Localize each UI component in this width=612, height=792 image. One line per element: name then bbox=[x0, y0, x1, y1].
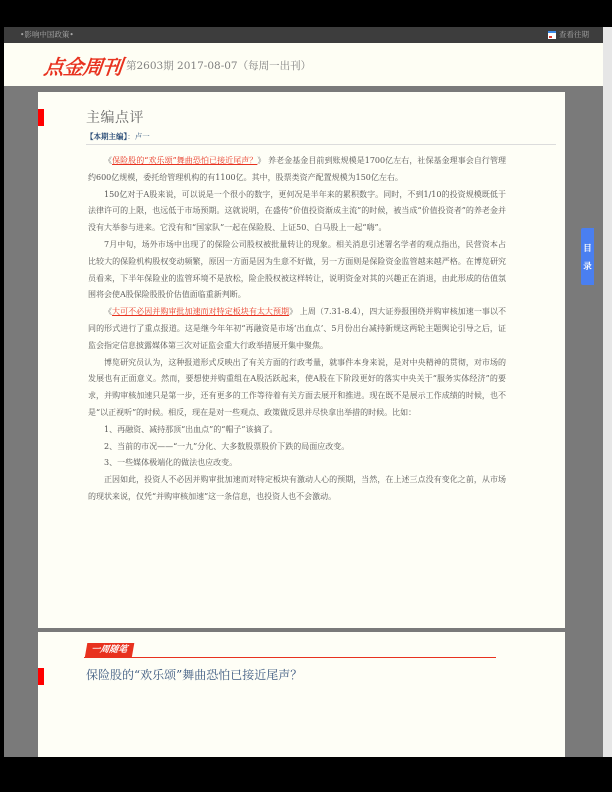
scrollbar-track[interactable] bbox=[603, 27, 612, 757]
masthead bbox=[4, 43, 603, 86]
editor-label: 【本期主编】 bbox=[86, 132, 128, 141]
editor-credit bbox=[86, 131, 150, 142]
article-link-mergers[interactable]: 大可不必因并购审批加速而对特定板块有太大预期 bbox=[112, 307, 290, 317]
view-archive-link[interactable] bbox=[548, 30, 589, 40]
paragraph: 150亿对于A股来说，可以说是一个很小的数字，更何况是半年来的累积数字。同时，不到1/10的投资规模既低于法律许可的上限，也远低于市场预期。这就说明，在盛传“价值投资渐成主流”的时候，被当成“价值投资者”的养老金并没有大举参与进来。它没有和“国家队”一起在保险股、上证50、白马股上一起“嗨”。 bbox=[88, 189, 506, 233]
tagline: •影响中国政策• bbox=[20, 30, 74, 39]
list-item: 3、一些媒体极端化的做法也应改变。 bbox=[104, 458, 238, 468]
article-link-insurance[interactable]: 保险股的“欢乐颂”舞曲恐怕已接近尾声？ bbox=[112, 156, 258, 165]
paragraph bbox=[88, 153, 506, 187]
editor-separator: ： bbox=[127, 132, 135, 141]
paragraph-text: 养老金基金目前到账规模是1700亿左右，社保基金理事会自行管理约600亿规模，委托给管理机构的有1100亿。其中，股票类资产配置规模为150亿左右。 bbox=[88, 156, 507, 182]
top-bar bbox=[4, 27, 603, 43]
bracket-open: 《 bbox=[104, 156, 113, 165]
divider bbox=[86, 144, 556, 145]
bracket-open: 《 bbox=[104, 307, 113, 317]
view-archive-label: 查看往期 bbox=[559, 30, 589, 39]
paragraph-text: 上周（7.31-8.4），四大证券报围绕并购审核加速一事以不同的形式进行了重点报道。这是继今年年初“再融资是市场‘出血点’、5月份出台减持新规这两轮主题舆论引导之后，证监会指定信息披露媒体第三次对证监会重大行政举措展开集中聚焦。 bbox=[88, 307, 506, 350]
viewer-frame bbox=[4, 27, 603, 757]
editor-name: 卢一 bbox=[134, 132, 150, 141]
bracket-close: 》 bbox=[257, 156, 266, 165]
editor-commentary-page bbox=[38, 92, 565, 628]
paragraph: 7月中旬，场外市场中出现了的保险公司股权被批量转让的现象。相关消息引述署名学者的观点指出，民营资本占比较大的保险机构股权变动频繁，原因一方面是因为生意不好做，另一方面则是保险资金监管越来越严格。在博览研究员看来，下半年保险业的监管环境不是放松，险企股权被这样转让，说明资金对其的兴趣正在消退，由此形成的估值氛围将会使A股保险股股价估值面临重新判断。 bbox=[88, 239, 506, 300]
toc-char: 目 bbox=[583, 243, 592, 254]
section-title: 主编点评 bbox=[86, 110, 144, 126]
column-tag: 一周随笔 bbox=[85, 643, 135, 658]
column-rule bbox=[84, 657, 496, 658]
list-item: 2、当前的市况——“一九”分化、大多数股票股价下跌的局面应改变。 bbox=[104, 441, 350, 451]
calendar-icon bbox=[548, 31, 556, 39]
section-marker bbox=[38, 668, 44, 685]
issue-info: 第2603期 2017-08-07（每周一出刊） bbox=[126, 60, 312, 72]
column-headline[interactable]: 保险股的“欢乐颂”舞曲恐怕已接近尾声？ bbox=[86, 668, 303, 682]
publication-logo: 点金周刊 bbox=[42, 55, 124, 79]
paragraph: 博览研究员认为，这种报道形式反映出了有关方面的行政考量，就事件本身来说，是对中央精神的贯彻，对市场的发展也有正面意义。然而，要想使并购重组在A股活跃起来，使A股在下阶段更好的落实中央关于“服务实体经济”的要求，并购审核加速只是第一步，还有更多的工作等待着有关方面去展开和推进。现在既不是展示工作成绩的时候，也不是“以正视听”的时候。相反，现在是对一些观点、政策做反思并尽快拿出举措的时候。比如： bbox=[88, 357, 506, 417]
section-marker bbox=[38, 109, 44, 126]
toc-char: 录 bbox=[583, 261, 592, 272]
table-of-contents-tab[interactable] bbox=[581, 228, 594, 285]
article-body bbox=[88, 153, 506, 506]
paragraph: 正因如此，投资人不必因并购审批加速而对特定板块有激动人心的预期，当然，在上述三点没有变化之前，从市场的现状来说，仅凭“并购审核加速”这一条信息，也投资人也不会激动。 bbox=[88, 475, 506, 501]
paragraph bbox=[88, 304, 506, 354]
list-item: 1、再融资、减持那顶“出血点”的“帽子”该摘了。 bbox=[104, 424, 278, 434]
weekly-column-page bbox=[38, 632, 565, 757]
bracket-close: 》 bbox=[289, 307, 298, 317]
